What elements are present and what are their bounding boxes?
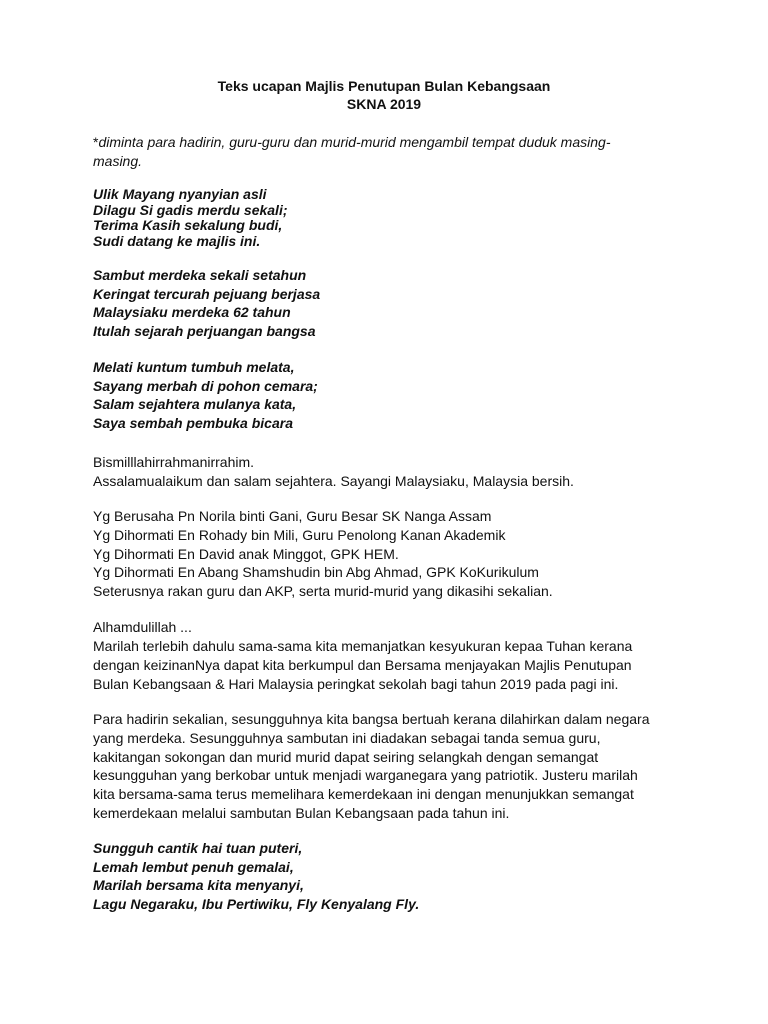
verse-line: Lemah lembut penuh gemalai, [93,858,294,875]
paragraph-opening: Marilah terlebih dahulu sama-sama kita memanjatkan kesyukuran kepaa Tuhan kerana dengan keizinanNya dapat kita berkumpul dan Bersama menjayakan Majlis Penutupan Bulan Kebangsaan & Hari Malaysia peringkat sekolah bagi tahun 2019 pada pagi ini. [93,638,633,692]
salutation-line: Yg Dihormati En David anak Minggot, GPK HEM. [93,545,399,562]
verse-line: Sayang merbah di pohon cemara; [93,377,318,394]
greeting-block [93,453,574,491]
intro-text: diminta para hadirin, guru-guru dan murid-murid mengambil tempat duduk masing-masing. [93,134,611,169]
verse-line: Keringat tercurah pejuang berjasa [93,285,321,302]
verse-line: Itulah sejarah perjuangan bangsa [93,322,316,339]
verse-line: Lagu Negaraku, Ibu Pertiwiku, Fly Kenyalang Fly. [93,895,420,912]
verse-line: Sambut merdeka sekali setahun [93,267,307,283]
document-subtitle: SKNA 2019 [346,96,422,112]
verse-line: Salam sejahtera mulanya kata, [93,396,297,412]
verse-line: Ulik Mayang nyanyian asli [93,186,267,202]
verse-line: Terima Kasih sekalung budi, [93,217,283,233]
salutation-line: Yg Dihormati En Rohady bin Mili, Guru Penolong Kanan Akademik [93,526,506,543]
salutation-line: Yg Dihormati En Abang Shamshudin bin Abg Ahmad, GPK KoKurikulum [93,564,539,581]
salutation-line: Yg Berusaha Pn Norila binti Gani, Guru Besar SK Nanga Assam [93,508,492,524]
document-title: Teks ucapan Majlis Penutupan Bulan Kebangsaan [217,78,551,94]
verse-line: Saya sembah pembuka bicara [93,414,293,431]
asterisk-mark: * [93,134,99,150]
intro-instruction [93,133,653,171]
greeting-line: Bismilllahirrahmanirrahim. [93,454,255,470]
salutations-block [93,507,553,601]
pantun-closing [93,839,419,913]
salutation-line: Seterusnya rakan guru dan AKP, serta murid-murid yang dikasihi sekalian. [93,583,553,600]
pantun-melati [93,358,318,432]
alhamdulillah-line: Alhamdulillah ... [93,619,192,635]
paragraph-patriotism: Para hadirin sekalian, sesungguhnya kita bangsa bertuah kerana dilahirkan dalam negara yang merdeka. Sesungguhnya sambutan ini diadakan sebagai tanda semua guru, kakitangan sokongan dan murid murid dapat seiring selangkah dengan semangat kesungguhan yang berkobar untuk menjadi warganegara yang patriotik. Justeru marilah kita bersama-sama terus memelihara kemerdekaan ini dengan menunjukkan semangat kemerdekaan melalui sambutan Bulan Kebangsaan pada tahun ini. [93,711,650,821]
verse-line: Dilagu Si gadis merdu sekali; [93,201,288,218]
pantun-merdeka [93,266,320,340]
verse-line: Melati kuntum tumbuh melata, [93,359,295,375]
verse-line: Sungguh cantik hai tuan puteri, [93,840,303,856]
verse-line: Malaysiaku merdeka 62 tahun [93,304,291,320]
verse-line: Marilah bersama kita menyanyi, [93,877,304,893]
verse-line: Sudi datang ke majlis ini. [93,232,261,249]
pantun-opening [93,187,288,249]
greeting-line: Assalamualaikum dan salam sejahtera. Sayangi Malaysiaku, Malaysia bersih. [93,472,574,489]
